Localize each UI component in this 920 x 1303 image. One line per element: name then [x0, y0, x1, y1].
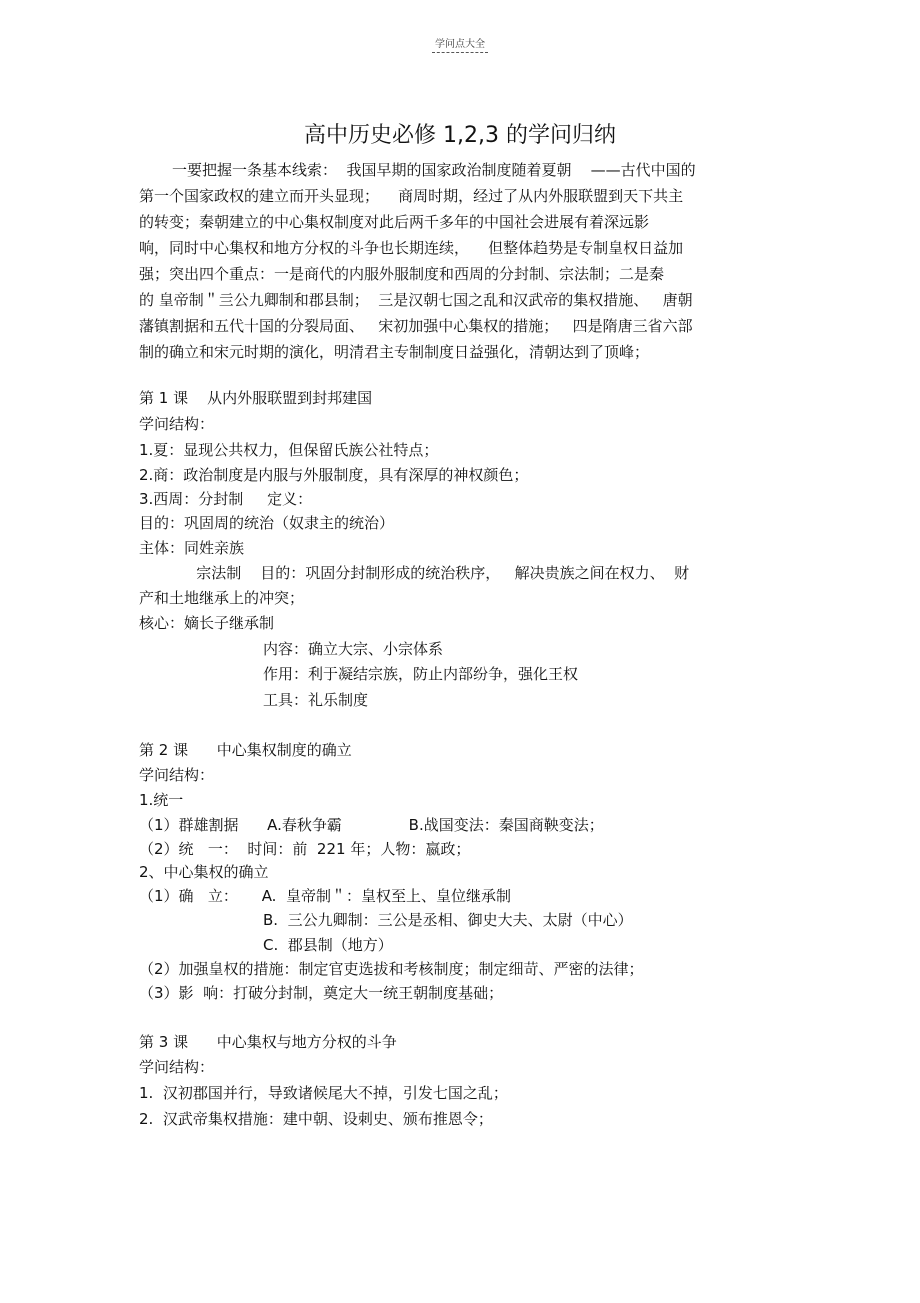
lesson-1-line: 产和土地继承上的冲突； [139, 589, 305, 607]
lesson-2-heading: 第 2 课 中心集权制度的确立 [139, 741, 352, 759]
lesson-1-line: 1.夏：显现公共权力，但保留氏族公社特点； [139, 441, 439, 459]
lesson-3-line: 1. 汉初郡国并行，导致诸候尾大不掉，引发七国之乱； [139, 1084, 508, 1102]
lesson-3-heading: 第 3 课 中心集权与地方分权的斗争 [139, 1033, 397, 1051]
lesson-2-line: 2、中心集权的确立 [139, 863, 269, 881]
lesson-2-line: C. 郡县制（地方） [139, 936, 393, 954]
lesson-3-line: 学问结构： [139, 1058, 215, 1076]
intro-line: 第一个国家政权的建立而开头显现； 商周时期，经过了从内外服联盟到天下共主 [139, 187, 684, 205]
lesson-1-line: 核心：嫡长子继承制 [139, 614, 275, 632]
lesson-2-line: B. 三公九卿制：三公是丞相、御史大夫、太尉（中心） [139, 911, 633, 929]
header-rule [432, 52, 488, 53]
lesson-1-line: 目的：巩固周的统治（奴隶主的统治） [139, 514, 395, 532]
lesson-1-line: 内容：确立大宗、小宗体系 [139, 640, 443, 658]
lesson-2-line: （2）加强皇权的措施：制定官吏选拔和考核制度；制定细苛、严密的法律； [139, 960, 644, 978]
lesson-1-line: 宗法制 目的：巩固分封制形成的统治秩序， 解决贵族之间在权力、 财 [139, 564, 690, 582]
intro-line: 强；突出四个重点：一是商代的内服外服制度和西周的分封制、宗法制；二是秦 [139, 265, 665, 283]
lesson-2-line: （1）确 立： A. 皇帝制＂：皇权至上、皇位继承制 [139, 887, 511, 905]
intro-line: 的 皇帝制＂亖公九卿制和郡县制； 三是汉朝七国之乱和汉武帝的集权措施、 唐朝 [139, 291, 693, 309]
lesson-1-line: 作用：利于凝结宗族，防止内部纷争，强化王权 [139, 665, 578, 683]
lesson-1-line: 3.西周：分封制 定义： [139, 490, 313, 508]
lesson-1-line: 工具：礼乐制度 [139, 691, 368, 709]
lesson-2-line: （3）影 响：打破分封制，奠定大一统王朝制度基础； [139, 984, 504, 1002]
intro-line: 一要把握一条基本线索： 我国早期的国家政治制度随着夏朝 ——古代中国的 [172, 161, 696, 179]
lesson-2-line: 学问结构： [139, 766, 215, 784]
page-header: 学问点大全 [435, 39, 485, 50]
lesson-2-line: 1.统一 [139, 791, 184, 809]
lesson-3-line: 2. 汉武帝集权措施：建中朝、设刺史、颁布推恩令； [139, 1110, 493, 1128]
lesson-1-heading: 第 1 课 从内外服联盟到封邦建国 [139, 389, 373, 407]
lesson-1-line: 主体：同姓亲族 [139, 539, 245, 557]
lesson-2-line: （2）统 一： 时间：前 221 年；人物：嬴政； [139, 840, 471, 858]
lesson-2-line: （1）群雄割据 A.春秋争霸 B.战国变法：秦国商鞅变法； [139, 816, 604, 834]
lesson-1-line: 2.商：政治制度是内服与外服制度，具有深厚的神权颜色； [139, 466, 529, 484]
lesson-1-line: 学问结构： [139, 415, 215, 433]
document-title: 高中历史必修 1,2,3 的学问归纳 [304, 123, 616, 148]
intro-line: 响，同时中心集权和地方分权的斗争也长期连续， 但整体趋势是专制皇权日益加 [139, 239, 684, 257]
intro-line: 的转变；秦朝建立的中心集权制度对此后两千多年的中国社会进展有着深远影 [139, 213, 650, 231]
intro-line: 制的确立和宋元时期的演化，明清君主专制制度日益强化，清朝达到了顶峰； [139, 343, 650, 361]
intro-line: 藩镇割据和五代十国的分裂局面、 宋初加强中心集权的措施； 四是隋唐三省六部 [139, 317, 693, 335]
